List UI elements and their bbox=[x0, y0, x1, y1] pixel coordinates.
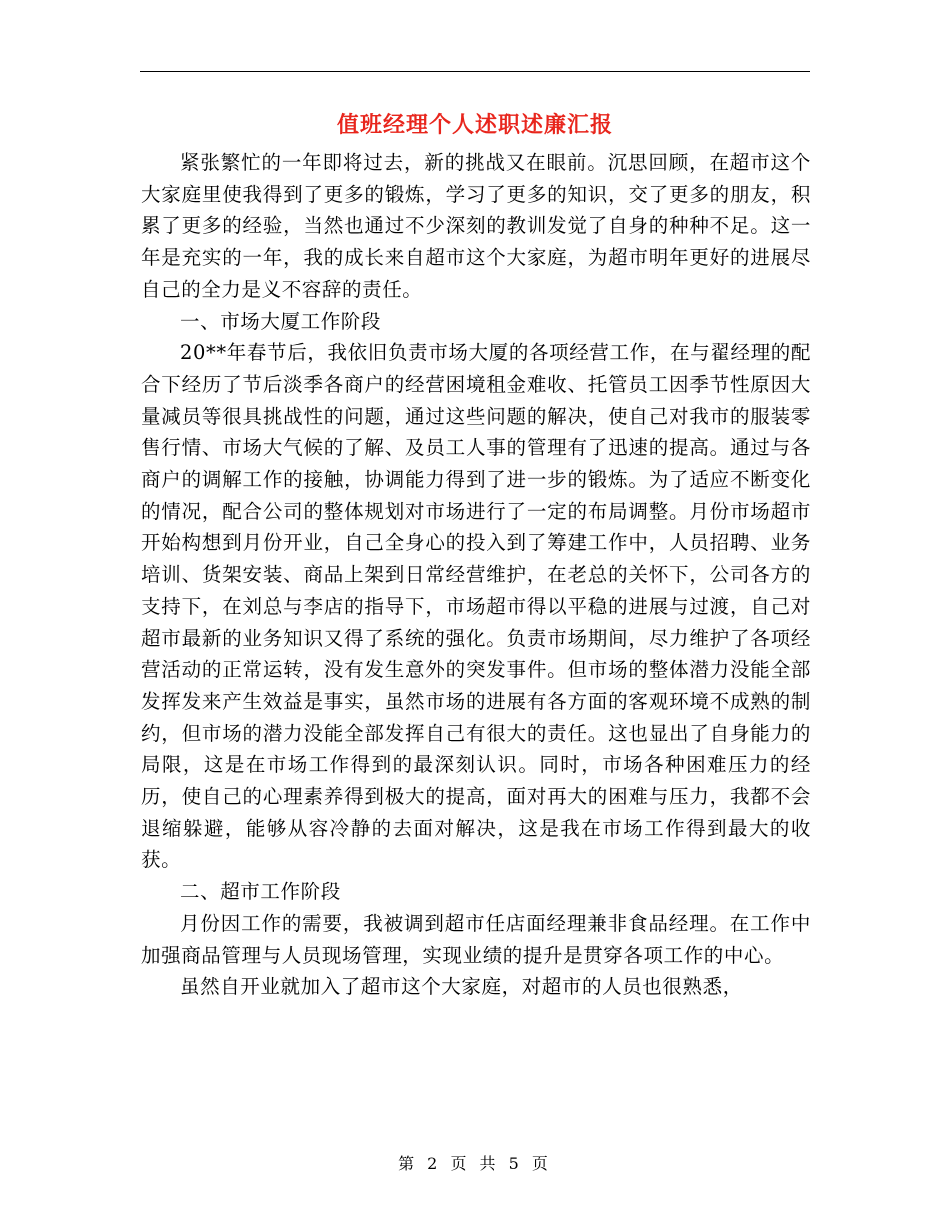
header-rule bbox=[140, 71, 810, 72]
paragraph-market-work: 20**年春节后，我依旧负责市场大厦的各项经营工作，在与翟经理的配合下经历了节后淡季各商户的经营困境租金难收、托管员工因季节性原因大量减员等很具挑战性的问题，通过这些问题的解决，使自己对我市的服装零售行情、市场大气候的了解、及员工人事的管理有了迅速的提高。通过与各商户的调解工作的接触，协调能力得到了进一步的锻炼。为了适应不断变化的情况，配合公司的整体规划对市场进行了一定的布局调整。月份市场超市开始构想到月份开业，自己全身心的投入到了筹建工作中，人员招聘、业务培训、货架安装、商品上架到日常经营维护，在老总的关怀下，公司各方的支持下，在刘总与李店的指导下，市场超市得以平稳的进展与过渡，自己对超市最新的业务知识又得了系统的强化。负责市场期间，尽力维护了各项经营活动的正常运转，没有发生意外的突发事件。但市场的整体潜力没能全部发挥发来产生效益是事实，虽然市场的进展有各方面的客观环境不成熟的制约，但市场的潜力没能全部发挥自己有很大的责任。这也显出了自身能力的局限，这是在市场工作得到的最深刻认识。同时，市场各种困难压力的经历，使自己的心理素养得到极大的提高，面对再大的困难与压力，我都不会退缩躲避，能够从容冷静的去面对解决，这是我在市场工作得到最大的收获。 bbox=[141, 341, 811, 872]
page-number-footer: 第 2 页 共 5 页 bbox=[398, 1154, 552, 1173]
paragraph-intro: 紧张繁忙的一年即将过去，新的挑战又在眼前。沉思回顾，在超市这个大家庭里使我得到了更多的锻炼，学习了更多的知识，交了更多的朋友，积累了更多的经验，当然也通过不少深刻的教训发觉了自身的种种不足。这一年是充实的一年，我的成长来自超市这个大家庭，为超市明年更好的进展尽自己的全力是义不容辞的责任。 bbox=[141, 151, 811, 301]
paragraph-supermarket-transfer: 月份因工作的需要，我被调到超市任店面经理兼非食品经理。在工作中加强商品管理与人员现场管理，实现业绩的提升是贯穿各项工作的中心。 bbox=[141, 911, 811, 967]
document-title: 值班经理个人述职述廉汇报 bbox=[336, 112, 613, 138]
document-body bbox=[141, 147, 811, 1003]
section-heading-market: 一、市场大厦工作阶段 bbox=[180, 309, 382, 333]
paragraph-supermarket-continued: 虽然自开业就加入了超市这个大家庭，对超市的人员也很熟悉， bbox=[180, 975, 743, 999]
section-heading-supermarket: 二、超市工作阶段 bbox=[180, 880, 341, 904]
